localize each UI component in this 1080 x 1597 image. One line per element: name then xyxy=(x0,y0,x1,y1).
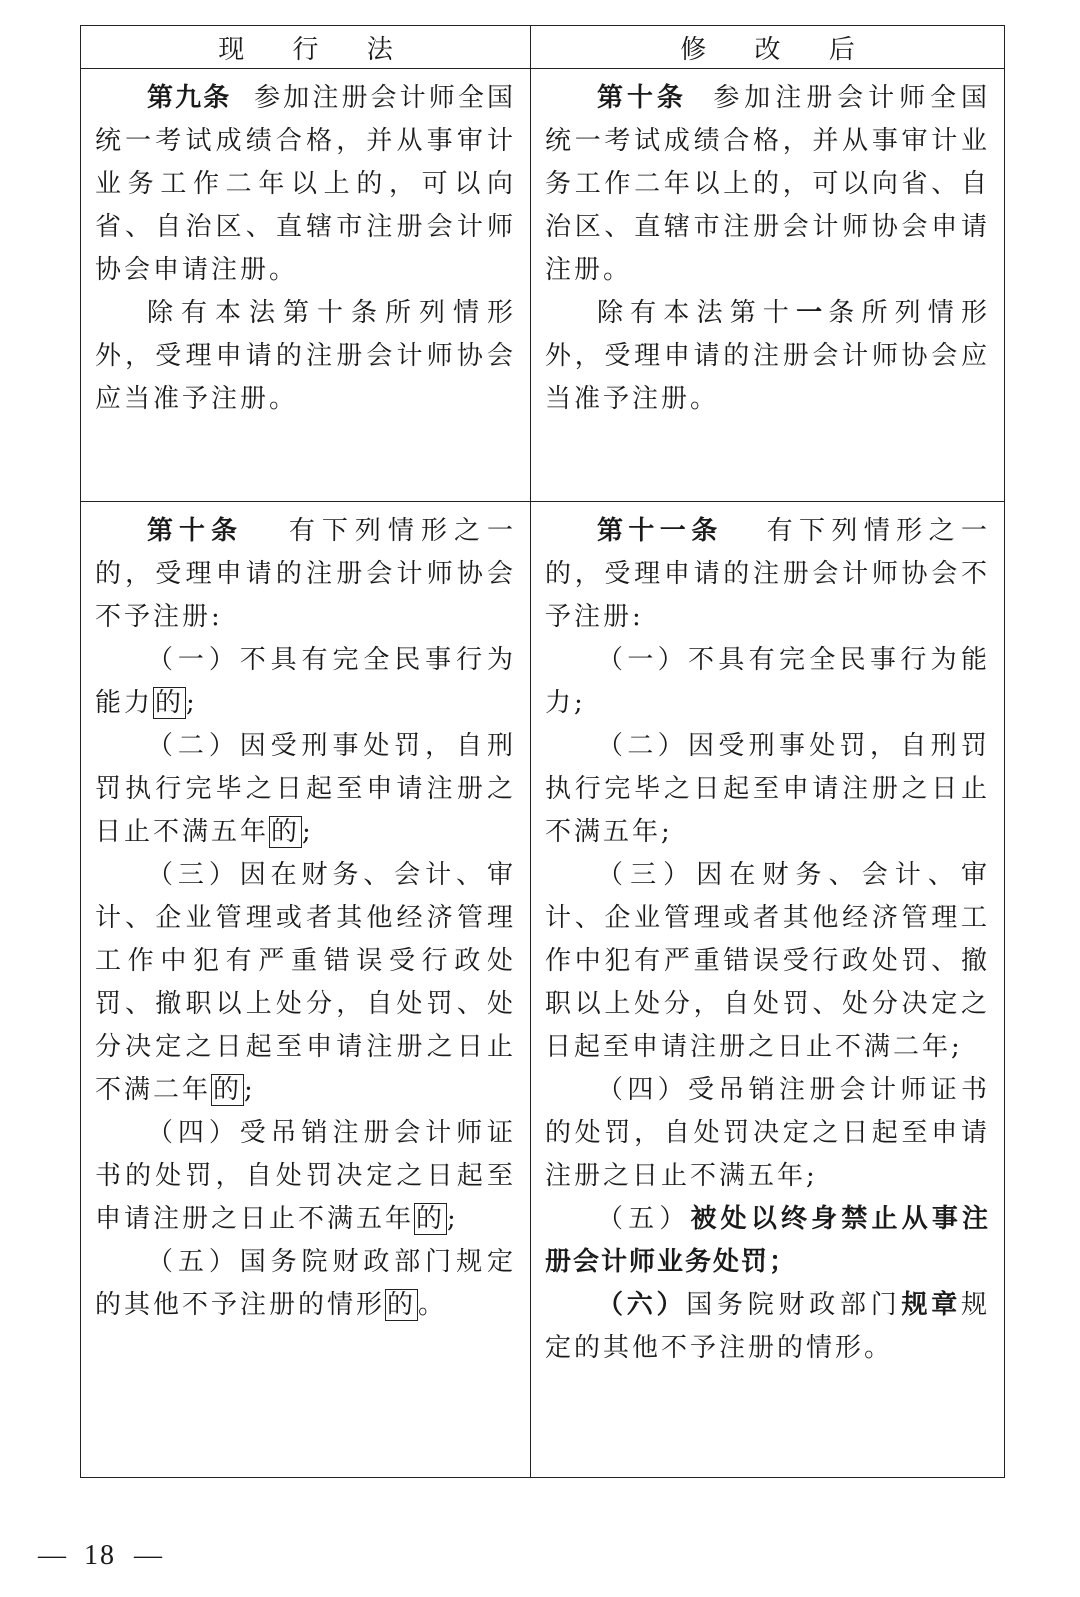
cell-amended-art11 xyxy=(531,502,1005,1478)
deleted-char-box: 的 xyxy=(416,1204,446,1234)
punctuation: ; xyxy=(244,1075,256,1105)
paragraph xyxy=(545,292,990,421)
article-title: 第十条 xyxy=(597,83,687,113)
punctuation: 。 xyxy=(418,1290,448,1320)
paragraph xyxy=(95,292,516,421)
table-row xyxy=(81,69,1005,502)
paragraph xyxy=(95,77,516,292)
item-number: （五） xyxy=(597,1204,691,1234)
list-item: （一）不具有完全民事行为能力; xyxy=(545,645,990,718)
header-amended: 修 改 后 xyxy=(531,26,1005,69)
list-item xyxy=(95,639,516,725)
article-text: 条所列情形外，受理申请的注册会计师协会应当准予注册。 xyxy=(545,298,990,414)
list-item: （四）受吊销注册会计师证书的处罚，自处罚决定之日起至申请注册之日止不满五年; xyxy=(545,1075,990,1191)
list-item xyxy=(545,1284,990,1370)
item-text: 国务院财政部门 xyxy=(686,1290,902,1320)
article-text: 参加注册会计师全国统一考试成绩合格，并从事审计业务工作二年以上的，可以向省、自治区、直辖市注册会计师协会申请注册。 xyxy=(95,83,516,285)
list-item xyxy=(545,1198,990,1284)
item-text: 规定的其他不予注册的情形。 xyxy=(545,1290,990,1363)
list-item xyxy=(95,854,516,1112)
list-item: （二）因受刑事处罚，自刑罚执行完毕之日起至申请注册之日止不满五年; xyxy=(545,731,990,847)
inserted-text: 被处以终身禁止从事注册会计师业务处罚； xyxy=(545,1204,990,1277)
item-text: （五）国务院财政部门规定的其他不予注册的情形 xyxy=(95,1247,516,1320)
deleted-char-box: 的 xyxy=(213,1075,243,1105)
paragraph xyxy=(545,510,990,639)
article-text: 除有本法第十条所列情形外，受理申请的注册会计师协会应当准予注册。 xyxy=(95,298,516,414)
item-number: （六） xyxy=(597,1290,687,1320)
article-text: 参加注册会计师全国统一考试成绩合格，并从事审计业务工作二年以上的，可以向省、自治区、直辖市注册会计师协会申请注册。 xyxy=(545,83,990,285)
item-text: （一）不具有完全民事行为能力 xyxy=(95,645,516,718)
paragraph xyxy=(95,510,516,639)
item-text: （三）因在财务、会计、审计、企业管理或者其他经济管理工作中犯有严重错误受行政处罚、撤职以上处分，自处罚、处分决定之日起至申请注册之日止不满二年 xyxy=(95,860,516,1105)
article-text: 有下列情形之一的，受理申请的注册会计师协会不予注册: xyxy=(95,516,516,632)
punctuation: ; xyxy=(447,1204,459,1234)
page-number: 18 xyxy=(84,1540,116,1571)
paragraph xyxy=(545,77,990,292)
deleted-char-box: 的 xyxy=(387,1290,417,1320)
item-text: （四）受吊销注册会计师证书的处罚，自处罚决定之日起至申请注册之日止不满五年 xyxy=(95,1118,516,1234)
cell-current-art9 xyxy=(81,69,531,502)
comparison-table xyxy=(80,25,1005,1478)
article-title: 第九条 xyxy=(147,83,232,113)
item-text: （二）因受刑事处罚，自刑罚执行完毕之日起至申请注册之日止不满五年 xyxy=(95,731,516,847)
deleted-char-box: 的 xyxy=(155,688,185,718)
deleted-char-box: 的 xyxy=(271,817,301,847)
footer-dash-left: — xyxy=(38,1540,66,1571)
article-title: 第十条 xyxy=(147,516,244,546)
table-header-row xyxy=(81,26,1005,69)
list-item xyxy=(95,1241,516,1327)
cell-current-art10 xyxy=(81,502,531,1478)
list-item xyxy=(95,1112,516,1241)
table-row xyxy=(81,502,1005,1478)
punctuation: ; xyxy=(302,817,314,847)
header-current-law: 现 行 法 xyxy=(81,26,531,69)
punctuation: ; xyxy=(186,688,198,718)
page-number-footer xyxy=(38,1540,162,1572)
article-text: 除有本法第十 xyxy=(597,298,797,328)
list-item xyxy=(95,725,516,854)
footer-dash-right: — xyxy=(134,1540,162,1571)
inserted-text: 规章 xyxy=(901,1290,961,1320)
inserted-text: 一 xyxy=(796,298,829,328)
list-item: （三）因在财务、会计、审计、企业管理或者其他经济管理工作中犯有严重错误受行政处罚、撤职以上处分，自处罚、处分决定之日起至申请注册之日止不满二年; xyxy=(545,860,990,1062)
article-title: 第十一条 xyxy=(597,516,723,546)
cell-amended-art10 xyxy=(531,69,1005,502)
article-text: 有下列情形之一的，受理申请的注册会计师协会不予注册: xyxy=(545,516,990,632)
